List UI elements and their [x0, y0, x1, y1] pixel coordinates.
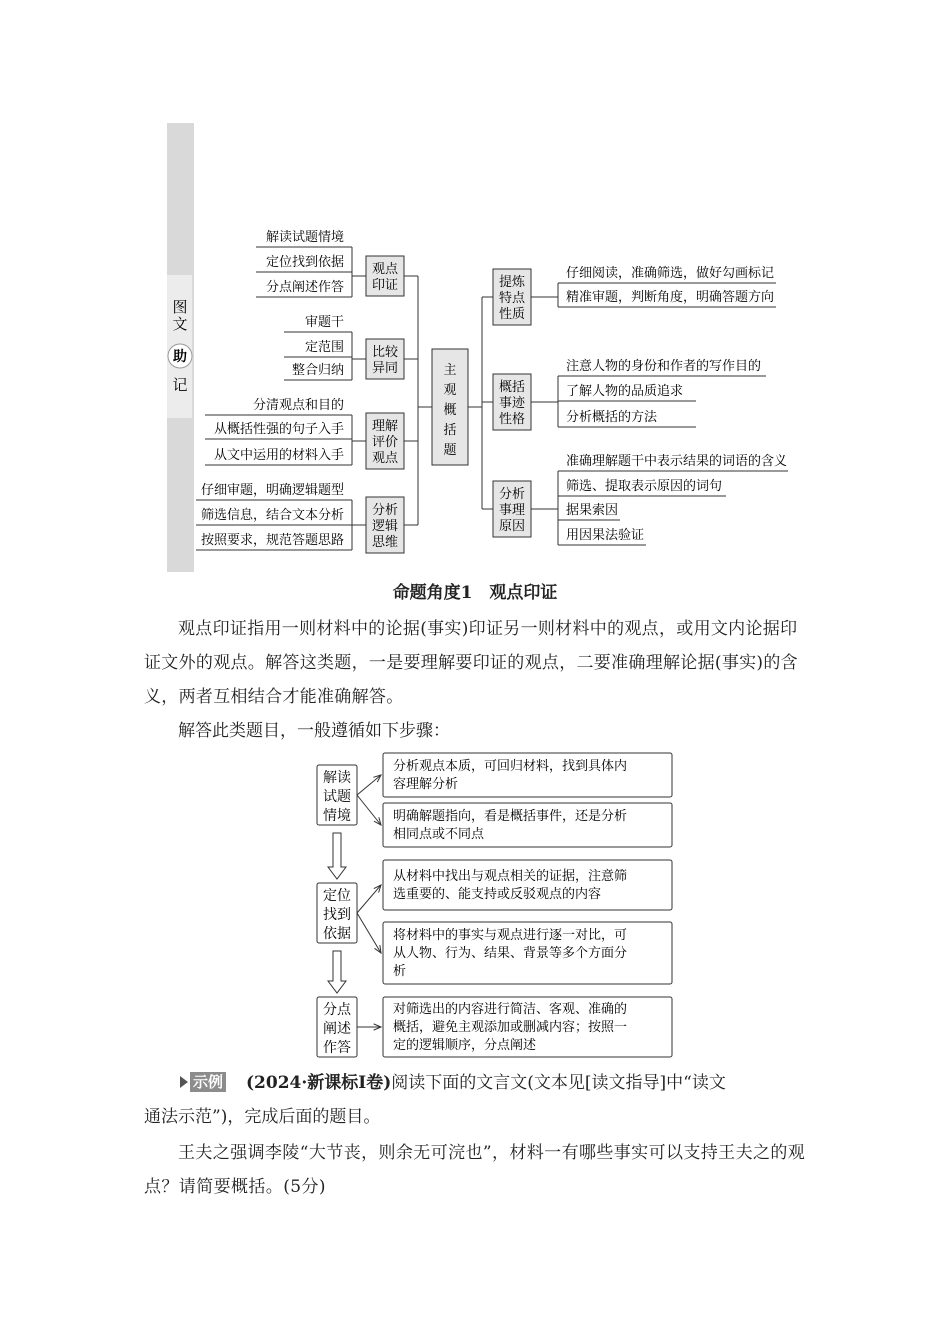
step-label: 找到: [323, 907, 351, 923]
example-line1: [246, 1066, 816, 1100]
step-arrow-line: [357, 795, 381, 825]
left-box-label: 观点: [371, 451, 399, 466]
side-label-bottom: 记: [172, 376, 188, 394]
step-detail-text: 将材料中的事实与观点进行逐一对比，可: [393, 928, 628, 943]
center-node-char: 括: [443, 423, 457, 438]
right-box-label: 提炼: [498, 275, 526, 290]
left-box-label: 异同: [371, 361, 399, 376]
arrow-head-icon: [375, 945, 381, 953]
step-detail-text: 明确解题指向，看是概括事件，还是分析: [393, 809, 628, 824]
right-box-label: 分析: [498, 487, 526, 502]
step-detail-text: 析: [393, 964, 407, 979]
left-box-label: 理解: [371, 419, 399, 434]
left-item: 按照要求，规范答题思路: [200, 533, 344, 548]
triangle-icon: [180, 1076, 188, 1088]
steps-svg: [0, 740, 950, 1065]
step-label: 分点: [323, 1002, 351, 1018]
right-item: 准确理解题干中表示结果的词语的含义: [566, 454, 788, 469]
left-box-label: 观点: [371, 262, 399, 277]
question: 王夫之强调李陵“大节丧，则余无可浣也”，材料一有哪些事实可以支持王夫之的观点？请简要概括。(5分): [144, 1143, 806, 1197]
example-tag: [180, 1072, 232, 1092]
right-item: 用因果法验证: [566, 528, 645, 543]
example-source: (2024·新课标Ⅰ卷): [246, 1073, 392, 1093]
example-badge: 示例: [190, 1072, 226, 1092]
left-item: 从文中运用的材料入手: [213, 448, 344, 463]
paragraph-steps-lead: 解答此类题目，一般遵循如下步骤：: [178, 721, 450, 741]
left-item: 仔细审题，明确逻辑题型: [200, 483, 344, 498]
right-box-label: 事迹: [498, 396, 526, 411]
step-detail-text: 对筛选出的内容进行简洁、客观、准确的: [393, 1002, 628, 1017]
right-box-label: 概括: [498, 380, 526, 395]
step-arrow-line: [357, 913, 381, 953]
step-detail-text: 相同点或不同点: [393, 827, 485, 842]
left-box-label: 分析: [371, 503, 399, 518]
mindmap: [0, 0, 950, 580]
step-detail-text: 从人物、行为、结果、背景等多个方面分: [393, 946, 628, 961]
step-detail-text: 从材料中找出与观点相关的证据，注意筛: [393, 869, 628, 884]
step-label: 定位: [323, 888, 351, 904]
left-box-label: 评价: [371, 435, 399, 450]
step-label: 解读: [323, 770, 351, 786]
right-item: 筛选、提取表示原因的词句: [566, 479, 723, 494]
right-box-label: 特点: [498, 291, 526, 306]
left-item: 分清观点和目的: [252, 398, 344, 413]
step-label: 阐述: [323, 1021, 351, 1037]
left-box-label: 印证: [371, 278, 399, 293]
left-item: 筛选信息，结合文本分析: [200, 508, 344, 523]
side-label-badge: 助: [173, 349, 187, 365]
step-detail-text: 定的逻辑顺序，分点阐述: [393, 1038, 537, 1053]
step-detail-text: 分析观点本质，可回归材料，找到具体内: [393, 759, 628, 774]
center-node-char: 观: [443, 383, 457, 398]
right-box-label: 事理: [498, 503, 526, 518]
mindmap-svg: [0, 0, 950, 580]
down-arrow-icon: [328, 833, 346, 879]
step-arrow-line: [357, 775, 381, 795]
left-item: 解读试题情境: [265, 230, 344, 245]
center-node-char: 概: [443, 403, 457, 418]
left-box-label: 比较: [371, 345, 399, 360]
step-detail-box: [383, 860, 672, 910]
step-label: 试题: [323, 789, 351, 805]
right-item: 分析概括的方法: [566, 410, 658, 425]
paragraph-intro: 观点印证指用一则材料中的论据(事实)印证另一则材料中的观点，或用文内论据印证文外的观点。解答这类题，一是要理解要印证的观点，二要准确理解论据(事实)的含义，两者互相结合才能准确解答。: [144, 619, 798, 707]
right-box-label: 性质: [498, 307, 526, 322]
step-detail-text: 容理解分析: [393, 777, 459, 792]
step-detail-text: 选重要的、能支持或反驳观点的内容: [393, 887, 602, 902]
step-detail-text: 概括，避免主观添加或删减内容；按照一: [393, 1020, 628, 1035]
step-label: 情境: [323, 808, 351, 824]
right-box-label: 原因: [498, 519, 526, 534]
left-box-label: 逻辑: [371, 519, 399, 534]
right-box-label: 性格: [498, 412, 526, 427]
left-box-label: 思维: [371, 535, 399, 550]
center-node-char: 题: [443, 443, 457, 458]
center-node-char: 主: [443, 363, 457, 378]
step-label: 作答: [323, 1040, 351, 1056]
down-arrow-icon: [328, 951, 346, 993]
right-item: 仔细阅读，准确筛选，做好勾画标记: [566, 266, 775, 281]
step-arrow-line: [357, 885, 381, 913]
left-item: 整合归纳: [291, 363, 344, 378]
right-item: 了解人物的品质追求: [566, 384, 684, 399]
right-item: 据果索因: [566, 503, 619, 518]
example-line1-rest: 阅读下面的文言文(文本见[读文指导]中“读文: [391, 1073, 726, 1093]
steps-flow: [0, 740, 950, 1065]
section-title: 命题角度1 观点印证: [392, 583, 558, 603]
side-label-top: 图文: [172, 298, 188, 333]
right-item: 精准审题，判断角度，明确答题方向: [566, 290, 775, 305]
right-item: 注意人物的身份和作者的写作目的: [566, 359, 762, 374]
left-item: 审题干: [304, 315, 344, 330]
example-line2: 通法示范”)，完成后面的题目。: [144, 1107, 381, 1127]
left-item: 分点阐述作答: [265, 280, 344, 295]
left-item: 定位找到依据: [265, 255, 344, 270]
step-label: 依据: [323, 926, 351, 942]
left-item: 定范围: [304, 340, 344, 355]
left-item: 从概括性强的句子入手: [213, 422, 344, 437]
